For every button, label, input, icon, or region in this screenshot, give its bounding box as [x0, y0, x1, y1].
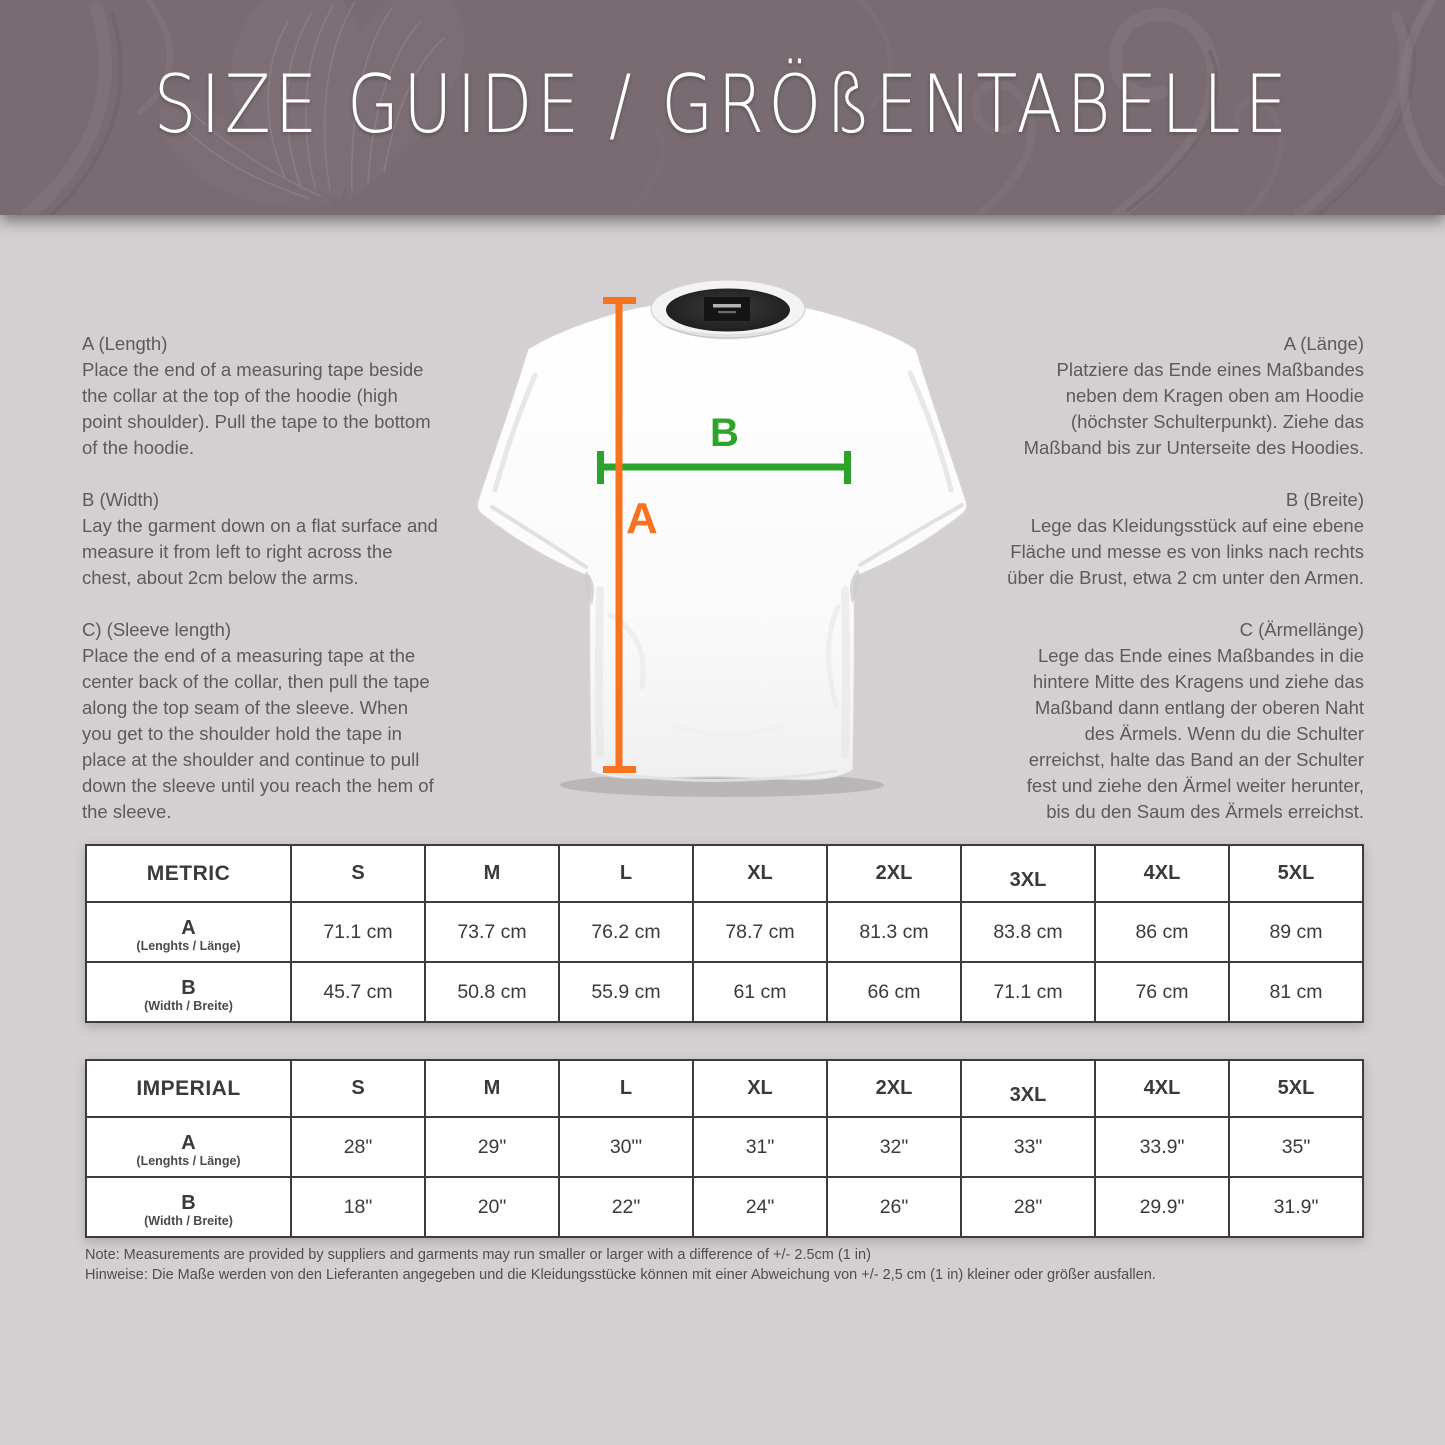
imperial-a-2xl: 32"	[827, 1117, 961, 1177]
length-label-a: A	[626, 494, 658, 543]
metric-a-xl: 78.7 cm	[693, 902, 827, 962]
instructions-english	[82, 331, 440, 825]
imperial-b-l: 22"	[559, 1177, 693, 1237]
size-header-l: L	[559, 1060, 693, 1117]
instruction-heading: C (Ärmellänge)	[1239, 619, 1364, 640]
neck-label	[704, 297, 750, 321]
metric-a-5xl: 89 cm	[1229, 902, 1363, 962]
size-header-4xl: 4XL	[1095, 845, 1229, 902]
size-header-5xl: 5XL	[1229, 1060, 1363, 1117]
size-header-4xl: 4XL	[1095, 1060, 1229, 1117]
imperial-row-a	[86, 1117, 1363, 1177]
header-banner	[0, 0, 1445, 215]
imperial-a-xl: 31"	[693, 1117, 827, 1177]
size-header-5xl: 5XL	[1229, 845, 1363, 902]
note-english: Note: Measurements are provided by suppliers and garments may run smaller or larger with a difference of +/- 2.5cm (1 in)	[85, 1247, 871, 1263]
size-header-s: S	[291, 845, 425, 902]
imperial-header-row	[86, 1060, 1363, 1117]
metric-a-4xl: 86 cm	[1095, 902, 1229, 962]
instruction-body: Lege das Ende eines Maßbandes in die hintere Mitte des Kragens und ziehe das Maßband dann entlang der oberen Naht des Ärmels. Wenn du die Schulter erreichst, halte das Band an der Schulter fest und ziehe den Ärmel weiter herunter, bis du den Saum des Ärmels erreichst.	[1026, 645, 1364, 822]
imperial-a-4xl: 33.9"	[1095, 1117, 1229, 1177]
size-header-xl: XL	[693, 845, 827, 902]
instruction-body: Lege das Kleidungsstück auf eine ebene Fläche und messe es von links nach rechts über die Brust, etwa 2 cm unter den Armen.	[1007, 515, 1364, 588]
metric-row-b	[86, 962, 1363, 1022]
metric-table-title: METRIC	[86, 845, 291, 902]
size-header-xl: XL	[693, 1060, 827, 1117]
instruction-heading: A (Length)	[82, 333, 168, 354]
metric-a-m: 73.7 cm	[425, 902, 559, 962]
instruction-heading: A (Länge)	[1283, 333, 1364, 354]
imperial-b-2xl: 26"	[827, 1177, 961, 1237]
imperial-a-s: 28"	[291, 1117, 425, 1177]
metric-b-3xl: 71.1 cm	[961, 962, 1095, 1022]
metric-a-2xl: 81.3 cm	[827, 902, 961, 962]
instruction-section-a-de	[1006, 331, 1364, 461]
instruction-heading: B (Breite)	[1285, 489, 1364, 510]
instruction-body: Place the end of a measuring tape beside the collar at the top of the hoodie (high point shoulder). Pull the tape to the bottom of the hoodie.	[82, 359, 431, 458]
metric-b-4xl: 76 cm	[1095, 962, 1229, 1022]
instruction-section-c-en	[82, 617, 440, 825]
metric-b-m: 50.8 cm	[425, 962, 559, 1022]
imperial-a-l: 30"'	[559, 1117, 693, 1177]
size-header-m: M	[425, 1060, 559, 1117]
tshirt-measurement-diagram	[440, 255, 1010, 830]
imperial-b-3xl: 28"	[961, 1177, 1095, 1237]
imperial-row-b-header: B (Width / Breite)	[86, 1177, 291, 1237]
metric-row-a-header: A (Lenghts / Länge)	[86, 902, 291, 962]
metric-b-5xl: 81 cm	[1229, 962, 1363, 1022]
imperial-a-5xl: 35"	[1229, 1117, 1363, 1177]
imperial-table-title: IMPERIAL	[86, 1060, 291, 1117]
imperial-row-b	[86, 1177, 1363, 1237]
size-header-s: S	[291, 1060, 425, 1117]
metric-a-s: 71.1 cm	[291, 902, 425, 962]
instruction-body: Lay the garment down on a flat surface and measure it from left to right across the chest, about 2cm below the arms.	[82, 515, 438, 588]
metric-header-row	[86, 845, 1363, 902]
imperial-a-m: 29"	[425, 1117, 559, 1177]
metric-b-2xl: 66 cm	[827, 962, 961, 1022]
width-label-b: B	[710, 411, 739, 455]
size-header-l: L	[559, 845, 693, 902]
instruction-body: Platziere das Ende eines Maßbandes neben dem Kragen oben am Hoodie (höchster Schulterpunkt). Ziehe das Maßband bis zur Unterseite des Hoodies.	[1023, 359, 1364, 458]
tshirt-illustration	[440, 255, 1010, 830]
metric-b-xl: 61 cm	[693, 962, 827, 1022]
metric-b-l: 55.9 cm	[559, 962, 693, 1022]
note-german: Hinweise: Die Maße werden von den Lieferanten angegeben und die Kleidungsstücke können mit einer Abweichung von +/- 2,5 cm (1 in) kleiner oder größer ausfallen.	[85, 1267, 1156, 1283]
imperial-a-3xl: 33"	[961, 1117, 1095, 1177]
size-header-3xl: 3XL	[961, 845, 1095, 902]
size-header-2xl: 2XL	[827, 1060, 961, 1117]
imperial-size-table	[85, 1059, 1364, 1238]
imperial-b-m: 20"	[425, 1177, 559, 1237]
metric-row-b-header: B (Width / Breite)	[86, 962, 291, 1022]
metric-b-s: 45.7 cm	[291, 962, 425, 1022]
footnotes	[85, 1245, 1385, 1285]
size-header-2xl: 2XL	[827, 845, 961, 902]
instruction-heading: B (Width)	[82, 489, 160, 510]
instruction-section-b-en	[82, 487, 440, 591]
imperial-b-4xl: 29.9"	[1095, 1177, 1229, 1237]
size-header-3xl: 3XL	[961, 1060, 1095, 1117]
metric-row-a	[86, 902, 1363, 962]
instruction-section-b-de	[1006, 487, 1364, 591]
metric-size-table	[85, 844, 1364, 1023]
imperial-row-a-header: A (Lenghts / Länge)	[86, 1117, 291, 1177]
instructions-german	[1006, 331, 1364, 825]
imperial-b-xl: 24"	[693, 1177, 827, 1237]
imperial-b-5xl: 31.9"	[1229, 1177, 1363, 1237]
metric-a-3xl: 83.8 cm	[961, 902, 1095, 962]
metric-a-l: 76.2 cm	[559, 902, 693, 962]
instruction-heading: C) (Sleeve length)	[82, 619, 232, 640]
imperial-b-s: 18"	[291, 1177, 425, 1237]
tshirt-body	[477, 292, 967, 780]
instruction-section-c-de	[1006, 617, 1364, 825]
instruction-section-a-en	[82, 331, 440, 461]
instruction-body: Place the end of a measuring tape at the center back of the collar, then pull the tape along the top seam of the sleeve. When you get to the shoulder hold the tape in place at the shoulder and continue to pull down the sleeve until you reach the hem of the sleeve.	[82, 645, 434, 822]
page-title: SIZE GUIDE / GRÖßENTABELLE	[153, 58, 1292, 151]
size-header-m: M	[425, 845, 559, 902]
